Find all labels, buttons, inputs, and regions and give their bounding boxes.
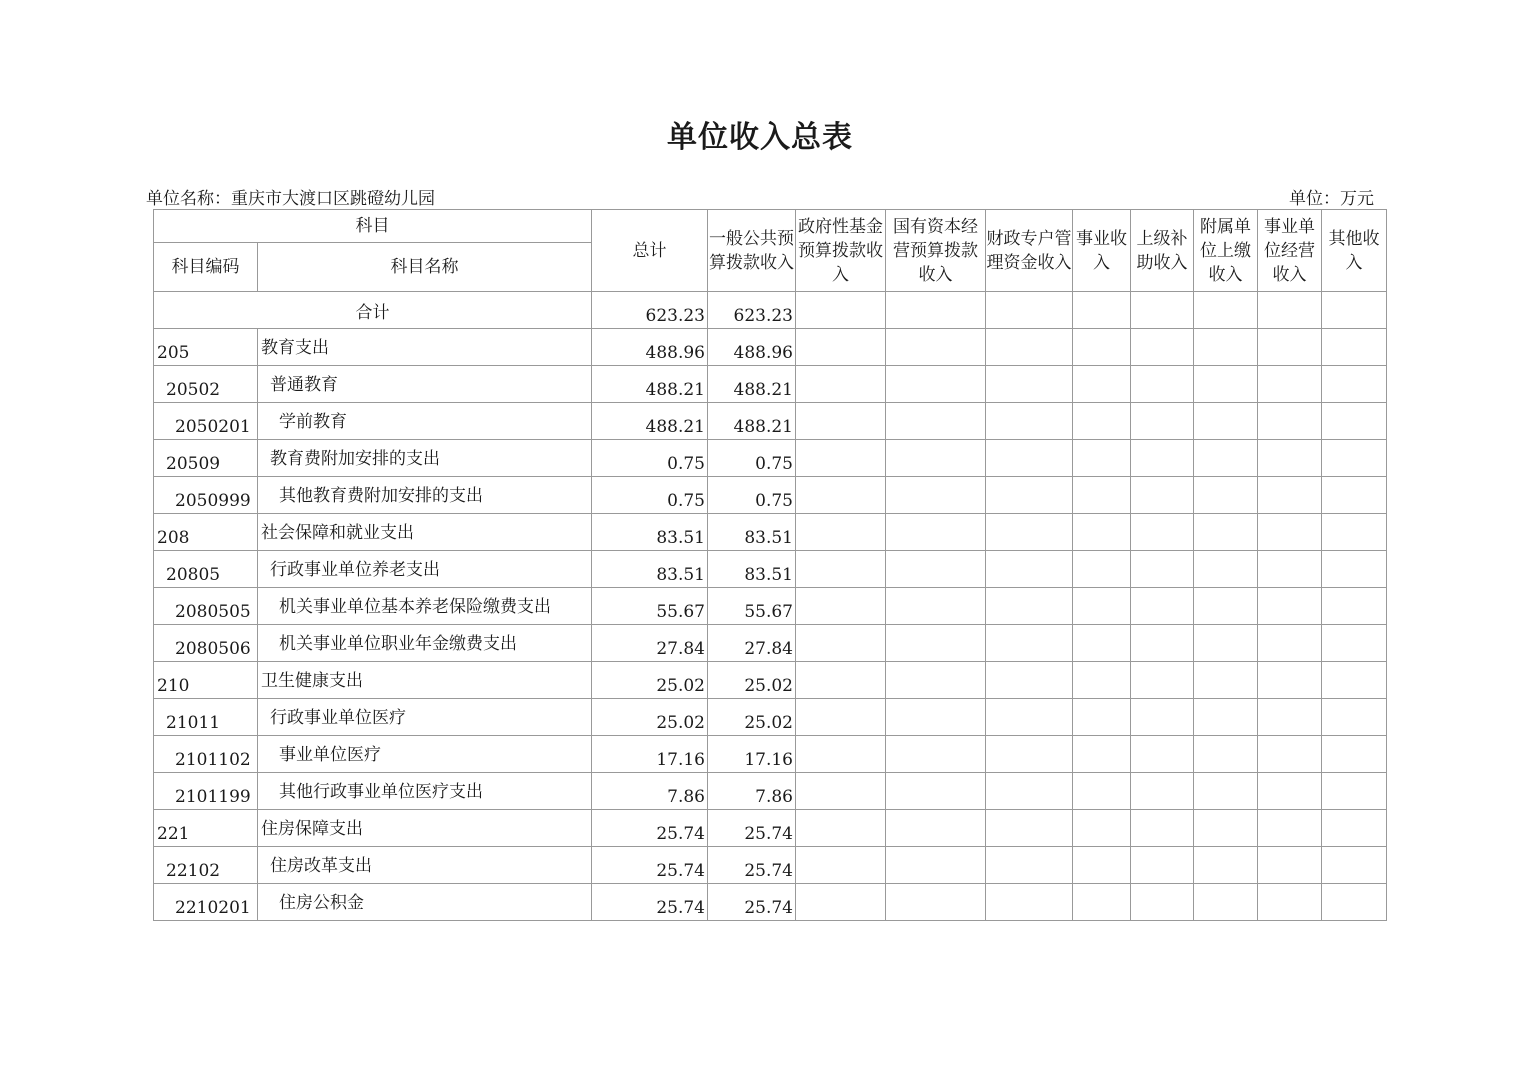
header-gov-fund: 政府性基金预算拨款收入 [796,210,886,292]
table-row [154,588,1387,625]
empty-cell [886,847,986,884]
empty-cell [986,329,1073,366]
empty-cell [1073,588,1131,625]
table-row [154,440,1387,477]
header-superior-subsidy: 上级补助收入 [1131,210,1194,292]
empty-cell [886,292,986,329]
empty-cell [1194,588,1258,625]
empty-cell [1073,329,1131,366]
subject-code-cell: 20502 [154,366,258,403]
empty-cell [796,551,886,588]
empty-cell [986,366,1073,403]
total-cell: 17.16 [592,736,708,773]
empty-cell [1258,440,1322,477]
empty-cell [986,588,1073,625]
table-row [154,810,1387,847]
general-budget-cell: 27.84 [708,625,796,662]
empty-cell [1258,699,1322,736]
empty-cell [1258,884,1322,921]
empty-cell [986,440,1073,477]
empty-cell [1258,477,1322,514]
empty-cell [886,699,986,736]
table-row [154,699,1387,736]
table-row [154,329,1387,366]
subject-code-cell: 2080506 [154,625,258,662]
subject-code-cell: 205 [154,329,258,366]
general-budget-cell: 488.96 [708,329,796,366]
subject-name-cell: 普通教育 [258,366,592,403]
total-cell: 25.74 [592,810,708,847]
empty-cell [1073,551,1131,588]
subject-code-cell: 2050201 [154,403,258,440]
empty-cell [1322,699,1387,736]
total-cell: 488.96 [592,329,708,366]
empty-cell [1258,810,1322,847]
empty-cell [796,366,886,403]
total-cell: 7.86 [592,773,708,810]
total-cell: 25.02 [592,662,708,699]
empty-cell [1258,514,1322,551]
general-budget-cell: 83.51 [708,551,796,588]
empty-cell [796,477,886,514]
empty-cell [986,699,1073,736]
table-row [154,625,1387,662]
subject-code-cell: 21011 [154,699,258,736]
general-budget-cell: 55.67 [708,588,796,625]
empty-cell [1322,847,1387,884]
empty-cell [796,810,886,847]
empty-cell [1258,292,1322,329]
empty-cell [1322,477,1387,514]
unit-name-label: 单位名称：重庆市大渡口区跳磴幼儿园 [146,189,435,209]
header-general-budget: 一般公共预算拨款收入 [708,210,796,292]
subject-code-cell: 20509 [154,440,258,477]
subject-code-cell: 2080505 [154,588,258,625]
empty-cell [1322,736,1387,773]
empty-cell [796,625,886,662]
empty-cell [1258,625,1322,662]
empty-cell [1322,366,1387,403]
general-budget-cell: 83.51 [708,514,796,551]
empty-cell [1194,551,1258,588]
subject-code-cell: 221 [154,810,258,847]
empty-cell [1073,847,1131,884]
empty-cell [1131,773,1194,810]
header-business-operation: 事业单位经营收入 [1258,210,1322,292]
subject-code-cell: 208 [154,514,258,551]
general-budget-cell: 25.74 [708,847,796,884]
general-budget-cell: 25.74 [708,810,796,847]
empty-cell [1194,366,1258,403]
general-budget-cell: 0.75 [708,477,796,514]
empty-cell [1322,773,1387,810]
empty-cell [796,292,886,329]
empty-cell [986,847,1073,884]
total-cell: 488.21 [592,403,708,440]
empty-cell [1194,403,1258,440]
subject-code-cell: 22102 [154,847,258,884]
empty-cell [1194,514,1258,551]
total-row [154,292,1387,329]
empty-cell [1073,810,1131,847]
empty-cell [886,514,986,551]
empty-cell [1131,884,1194,921]
total-cell: 0.75 [592,477,708,514]
general-budget-cell: 7.86 [708,773,796,810]
table-row [154,736,1387,773]
empty-cell [1194,810,1258,847]
empty-cell [1194,736,1258,773]
empty-cell [1131,292,1194,329]
empty-cell [1258,736,1322,773]
empty-cell [1258,588,1322,625]
subject-name-cell: 卫生健康支出 [258,662,592,699]
empty-cell [796,329,886,366]
empty-cell [1073,736,1131,773]
subject-name-cell: 社会保障和就业支出 [258,514,592,551]
empty-cell [886,810,986,847]
empty-cell [1258,329,1322,366]
empty-cell [1322,403,1387,440]
empty-cell [796,514,886,551]
empty-cell [886,551,986,588]
total-cell: 0.75 [592,440,708,477]
empty-cell [986,292,1073,329]
general-budget-cell: 488.21 [708,403,796,440]
subject-name-cell: 学前教育 [258,403,592,440]
total-cell: 55.67 [592,588,708,625]
total-cell: 25.74 [592,884,708,921]
subject-name-cell: 住房公积金 [258,884,592,921]
empty-cell [886,440,986,477]
empty-cell [986,810,1073,847]
empty-cell [1194,292,1258,329]
table-row [154,884,1387,921]
empty-cell [1258,403,1322,440]
empty-cell [1322,329,1387,366]
empty-cell [1258,773,1322,810]
subject-name-cell: 行政事业单位医疗 [258,699,592,736]
subject-code-cell: 2210201 [154,884,258,921]
empty-cell [1258,662,1322,699]
header-subject-name: 科目名称 [258,243,592,292]
empty-cell [886,477,986,514]
empty-cell [1131,588,1194,625]
header-business-income: 事业收入 [1073,210,1131,292]
empty-cell [1194,662,1258,699]
subject-code-cell: 2101102 [154,736,258,773]
empty-cell [1131,551,1194,588]
empty-cell [796,884,886,921]
total-cell: 25.02 [592,699,708,736]
subject-name-cell: 教育费附加安排的支出 [258,440,592,477]
general-budget-cell: 25.02 [708,662,796,699]
empty-cell [986,884,1073,921]
empty-cell [1194,440,1258,477]
page-title: 单位收入总表 [667,120,853,155]
empty-cell [1194,847,1258,884]
empty-cell [1131,440,1194,477]
table-row [154,773,1387,810]
empty-cell [796,588,886,625]
empty-cell [1131,403,1194,440]
empty-cell [886,366,986,403]
empty-cell [796,699,886,736]
empty-cell [1258,847,1322,884]
general-budget-cell: 0.75 [708,440,796,477]
total-cell: 488.21 [592,366,708,403]
header-total: 总计 [592,210,708,292]
empty-cell [886,329,986,366]
header-fiscal-special: 财政专户管理资金收入 [986,210,1073,292]
empty-cell [986,625,1073,662]
subject-name-cell: 住房改革支出 [258,847,592,884]
empty-cell [1194,884,1258,921]
empty-cell [1073,440,1131,477]
empty-cell [886,662,986,699]
empty-cell [986,662,1073,699]
header-state-capital: 国有资本经营预算拨款收入 [886,210,986,292]
table-row [154,551,1387,588]
empty-cell [986,514,1073,551]
subject-name-cell: 事业单位医疗 [258,736,592,773]
empty-cell [1322,551,1387,588]
empty-cell [1131,625,1194,662]
empty-cell [1073,699,1131,736]
subject-name-cell: 行政事业单位养老支出 [258,551,592,588]
empty-cell [1073,773,1131,810]
empty-cell [986,403,1073,440]
empty-cell [986,477,1073,514]
empty-cell [1131,699,1194,736]
empty-cell [1073,366,1131,403]
empty-cell [1194,329,1258,366]
empty-cell [1322,514,1387,551]
empty-cell [1131,662,1194,699]
empty-cell [1073,662,1131,699]
empty-cell [796,662,886,699]
empty-cell [1258,551,1322,588]
general-budget-cell: 25.02 [708,699,796,736]
empty-cell [1131,477,1194,514]
empty-cell [1322,440,1387,477]
empty-cell [1073,625,1131,662]
empty-cell [1194,773,1258,810]
empty-cell [1322,884,1387,921]
total-cell: 25.74 [592,847,708,884]
total-cell: 27.84 [592,625,708,662]
general-budget-cell: 17.16 [708,736,796,773]
empty-cell [986,736,1073,773]
empty-cell [1073,884,1131,921]
empty-cell [1194,477,1258,514]
income-summary-table [153,209,1387,921]
empty-cell [886,736,986,773]
header-other-income: 其他收入 [1322,210,1387,292]
total-cell: 83.51 [592,551,708,588]
subject-name-cell: 教育支出 [258,329,592,366]
empty-cell [796,403,886,440]
general-budget-cell: 25.74 [708,884,796,921]
empty-cell [986,773,1073,810]
empty-cell [1194,699,1258,736]
subject-name-cell: 其他教育费附加安排的支出 [258,477,592,514]
empty-cell [1322,292,1387,329]
subject-name-cell: 机关事业单位职业年金缴费支出 [258,625,592,662]
empty-cell [886,403,986,440]
empty-cell [1073,514,1131,551]
unit-label: 单位：万元 [1289,189,1374,209]
empty-cell [886,625,986,662]
empty-cell [1131,810,1194,847]
empty-cell [1073,477,1131,514]
empty-cell [796,847,886,884]
subject-name-cell: 机关事业单位基本养老保险缴费支出 [258,588,592,625]
empty-cell [1322,625,1387,662]
empty-cell [1194,625,1258,662]
general-budget-cell: 488.21 [708,366,796,403]
empty-cell [1131,736,1194,773]
total-cell: 623.23 [592,292,708,329]
header-affiliated-payment: 附属单位上缴收入 [1194,210,1258,292]
subject-code-cell: 20805 [154,551,258,588]
empty-cell [886,773,986,810]
empty-cell [1322,588,1387,625]
table-row [154,514,1387,551]
empty-cell [1073,292,1131,329]
subject-code-cell: 2050999 [154,477,258,514]
total-label: 合计 [154,292,592,329]
empty-cell [986,551,1073,588]
empty-cell [796,773,886,810]
subject-name-cell: 住房保障支出 [258,810,592,847]
table-row [154,403,1387,440]
empty-cell [1131,847,1194,884]
empty-cell [886,588,986,625]
empty-cell [796,736,886,773]
empty-cell [796,440,886,477]
general-budget-cell: 623.23 [708,292,796,329]
empty-cell [1073,403,1131,440]
empty-cell [1322,662,1387,699]
subject-code-cell: 210 [154,662,258,699]
table-row [154,662,1387,699]
empty-cell [1131,514,1194,551]
empty-cell [1131,329,1194,366]
empty-cell [1258,366,1322,403]
subject-code-cell: 2101199 [154,773,258,810]
subject-name-cell: 其他行政事业单位医疗支出 [258,773,592,810]
header-subject: 科目 [154,210,592,243]
total-cell: 83.51 [592,514,708,551]
empty-cell [1131,366,1194,403]
empty-cell [1322,810,1387,847]
empty-cell [886,884,986,921]
table-row [154,847,1387,884]
table-row [154,366,1387,403]
header-subject-code: 科目编码 [154,243,258,292]
table-row [154,477,1387,514]
